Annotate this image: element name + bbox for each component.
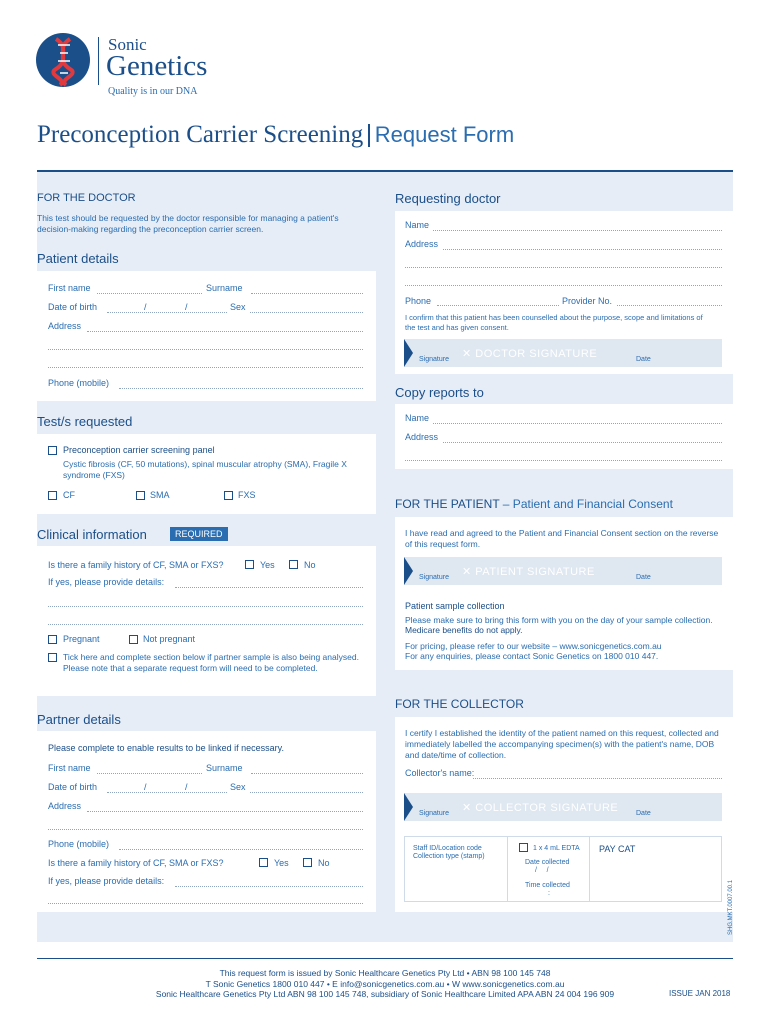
pregnant-checkbox[interactable] (48, 635, 57, 644)
cf-label: CF (63, 490, 75, 500)
patient-signature-field[interactable] (404, 557, 722, 585)
time-collected-field[interactable]: : (548, 890, 550, 897)
collection-type-label: Collection type (stamp) (413, 853, 485, 860)
panel-label: Preconception carrier screening panel (63, 445, 215, 455)
partner-phone-label: Phone (mobile) (48, 839, 110, 849)
dob-slash: / (185, 782, 188, 792)
required-badge: REQUIRED (170, 527, 228, 541)
partner-address-label: Address (48, 801, 82, 811)
dob-slash: / (185, 302, 188, 312)
patient-address-line[interactable] (48, 367, 363, 368)
patient-dob-field[interactable] (107, 312, 227, 313)
staff-id-label: Staff ID/Location code (413, 845, 482, 852)
enquiries-text: For any enquiries, please contact Sonic Genetics on 1800 010 447. (405, 651, 659, 661)
details-field[interactable] (175, 587, 363, 588)
requesting-doctor-panel (395, 211, 733, 374)
footer (37, 968, 733, 1000)
chevron-right-icon (404, 557, 413, 585)
logo (36, 33, 90, 87)
partner-details-line[interactable] (48, 903, 363, 904)
patient-consent-heading: FOR THE PATIENT – Patient and Financial Consent (395, 497, 673, 511)
family-history-question: Is there a family history of CF, SMA or FXS? (48, 560, 224, 570)
patient-signature-placeholder: ✕ PATIENT SIGNATURE (462, 566, 595, 578)
family-history-yes-checkbox[interactable] (245, 560, 254, 569)
cross-icon: ✕ (462, 348, 472, 360)
collection-box (404, 836, 722, 902)
partner-yes-checkbox[interactable] (259, 858, 268, 867)
doctor-signature-field[interactable] (404, 339, 722, 367)
logo-divider (98, 37, 99, 85)
clinical-heading: Clinical information (37, 527, 147, 542)
partner-family-history-question: Is there a family history of CF, SMA or FXS? (48, 858, 224, 868)
partner-panel (37, 731, 376, 912)
details-line[interactable] (48, 624, 363, 625)
patient-first-name-label: First name (48, 283, 91, 293)
partner-details-field[interactable] (175, 886, 363, 887)
sma-checkbox[interactable] (136, 491, 145, 500)
date-label: Date (636, 810, 651, 817)
form-code: SHG.MKT.0007.00.1 (728, 879, 734, 935)
brand-name-top: Sonic (108, 35, 147, 54)
doctor-address-line[interactable] (405, 267, 722, 268)
dob-slash: / (144, 782, 147, 792)
cf-checkbox[interactable] (48, 491, 57, 500)
pay-cat-label: PAY CAT (599, 844, 636, 854)
collector-signature-field[interactable] (404, 793, 722, 821)
patient-address-field[interactable] (87, 331, 363, 332)
patient-details-heading: Patient details (37, 251, 119, 266)
date-collected-field[interactable]: / / (535, 867, 549, 874)
partner-note: Tick here and complete section below if partner sample is also being analysed. Please note that a separate request form will need to be completed. (63, 652, 359, 673)
doctor-phone-label: Phone (405, 296, 432, 306)
no-label: No (304, 560, 316, 570)
sample-collection-text: Please make sure to bring this form with you on the day of your sample collection. (405, 615, 713, 625)
cross-icon: ✕ (462, 802, 472, 814)
doctor-address-label: Address (405, 239, 439, 249)
chevron-right-icon (404, 339, 413, 367)
not-pregnant-label: Not pregnant (143, 634, 196, 644)
partner-details-label: If yes, please provide details: (48, 876, 165, 886)
partner-address-line[interactable] (48, 829, 363, 830)
date-collected-label: Date collected (525, 859, 570, 866)
collection-box-divider (507, 837, 508, 901)
doctor-heading: FOR THE DOCTOR (37, 192, 136, 204)
details-label: If yes, please provide details: (48, 577, 165, 587)
signature-label: Signature (419, 810, 449, 817)
patient-details-panel (37, 271, 376, 401)
doctor-name-label: Name (405, 220, 430, 230)
doctor-signature-placeholder: ✕ DOCTOR SIGNATURE (462, 348, 598, 360)
family-history-no-checkbox[interactable] (289, 560, 298, 569)
partner-first-name-label: First name (48, 763, 91, 773)
medicare-note: Medicare benefits do not apply. (405, 625, 523, 635)
pricing-text: For pricing, please refer to our website – www.sonicgenetics.com.au (405, 641, 662, 651)
partner-checkbox[interactable] (48, 653, 57, 662)
collector-name-label: Collector's name: (405, 768, 475, 778)
partner-dob-label: Date of birth (48, 782, 98, 792)
panel-checkbox[interactable] (48, 446, 57, 455)
consent-text: I have read and agreed to the Patient and Financial Consent section on the reverse of this request form. (405, 528, 719, 549)
partner-note: Please complete to enable results to be linked if necessary. (48, 743, 284, 753)
partner-phone-field[interactable] (119, 849, 363, 850)
footer-rule (37, 958, 733, 959)
collector-heading: FOR THE COLLECTOR (395, 697, 524, 711)
doctor-phone-field[interactable] (437, 305, 559, 306)
footer-line: Sonic Healthcare Genetics Pty Ltd ABN 98 100 145 748, subsidiary of Sonic Healthcare Limited APA ABN 24 004 196 909 (155, 989, 615, 999)
panel-description: Cystic fibrosis (CF, 50 mutations), spinal muscular atrophy (SMA), Fragile X syndrome (FXS) (63, 459, 347, 480)
patient-consent-panel (395, 517, 733, 670)
footer-line: T Sonic Genetics 1800 010 447 • E info@sonicgenetics.com.au • W www.sonicgenetics.com.au (205, 978, 565, 989)
edta-label: 1 x 4 mL EDTA (533, 845, 580, 852)
tests-heading: Test/s requested (37, 414, 133, 429)
patient-phone-field[interactable] (119, 388, 363, 389)
yes-label: Yes (274, 858, 289, 868)
patient-dob-label: Date of birth (48, 302, 98, 312)
provider-no-label: Provider No. (562, 296, 613, 306)
pregnant-label: Pregnant (63, 634, 100, 644)
chevron-right-icon (404, 793, 413, 821)
partner-sex-label: Sex (230, 782, 246, 792)
partner-surname-label: Surname (206, 763, 243, 773)
tests-panel (37, 434, 376, 514)
patient-phone-label: Phone (mobile) (48, 378, 110, 388)
patient-address-label: Address (48, 321, 82, 331)
copy-address-line[interactable] (405, 460, 722, 461)
copy-reports-heading: Copy reports to (395, 385, 484, 400)
details-line[interactable] (48, 606, 363, 607)
patient-sex-field[interactable] (250, 312, 363, 313)
copy-address-label: Address (405, 432, 439, 442)
date-label: Date (636, 356, 651, 363)
patient-surname-label: Surname (206, 283, 243, 293)
sample-collection-heading: Patient sample collection (405, 601, 505, 611)
time-collected-label: Time collected (525, 882, 570, 889)
doctor-confirm-text: I confirm that this patient has been counselled about the purpose, scope and limitations of the test and has given consent. (405, 313, 703, 332)
not-pregnant-checkbox[interactable] (129, 635, 138, 644)
partner-heading: Partner details (37, 712, 121, 727)
collector-name-field[interactable] (473, 778, 722, 779)
doctor-name-field[interactable] (433, 230, 722, 231)
collector-panel (395, 717, 733, 912)
date-label: Date (636, 574, 651, 581)
requesting-doctor-heading: Requesting doctor (395, 191, 501, 206)
collector-certify-text: I certify I established the identity of the patient named on this request, collected and immediately labelled the accompanying specimen(s) with the patient's name, DOB and date/time of collection. (405, 728, 719, 760)
partner-first-name-field[interactable] (97, 773, 202, 774)
yes-label: Yes (260, 560, 275, 570)
patient-first-name-field[interactable] (97, 293, 202, 294)
no-label: No (318, 858, 330, 868)
dna-icon (36, 33, 90, 87)
copy-name-field[interactable] (433, 423, 722, 424)
edta-checkbox[interactable] (519, 843, 528, 852)
patient-surname-field[interactable] (251, 293, 363, 294)
patient-address-line[interactable] (48, 349, 363, 350)
signature-label: Signature (419, 574, 449, 581)
partner-sex-field[interactable] (250, 792, 363, 793)
partner-dob-field[interactable] (107, 792, 227, 793)
doctor-address-field[interactable] (443, 249, 722, 250)
partner-no-checkbox[interactable] (303, 858, 312, 867)
provider-no-field[interactable] (617, 305, 722, 306)
fxs-label: FXS (238, 490, 256, 500)
clinical-panel (37, 546, 376, 696)
collection-box-divider (589, 837, 590, 901)
issue-date: ISSUE JAN 2018 (669, 989, 731, 998)
sma-label: SMA (150, 490, 170, 500)
brand-tagline: Quality is in our DNA (108, 86, 198, 97)
copy-name-label: Name (405, 413, 430, 423)
partner-surname-field[interactable] (251, 773, 363, 774)
copy-reports-panel (395, 404, 733, 469)
patient-sex-label: Sex (230, 302, 246, 312)
copy-address-field[interactable] (443, 442, 722, 443)
collector-signature-placeholder: ✕ COLLECTOR SIGNATURE (462, 802, 619, 814)
signature-label: Signature (419, 356, 449, 363)
footer-line: This request form is issued by Sonic Healthcare Genetics Pty Ltd • ABN 98 100 145 748 (219, 968, 551, 978)
dob-slash: / (144, 302, 147, 312)
doctor-note: This test should be requested by the doctor responsible for managing a patient's decision-making regarding the preconception carrier screen. (37, 213, 339, 234)
brand-name-main: Genetics (106, 50, 208, 82)
cross-icon: ✕ (462, 566, 472, 578)
fxs-checkbox[interactable] (224, 491, 233, 500)
page-title: Preconception Carrier Screening | Request Form (37, 120, 515, 148)
partner-address-field[interactable] (87, 811, 363, 812)
doctor-address-line[interactable] (405, 285, 722, 286)
